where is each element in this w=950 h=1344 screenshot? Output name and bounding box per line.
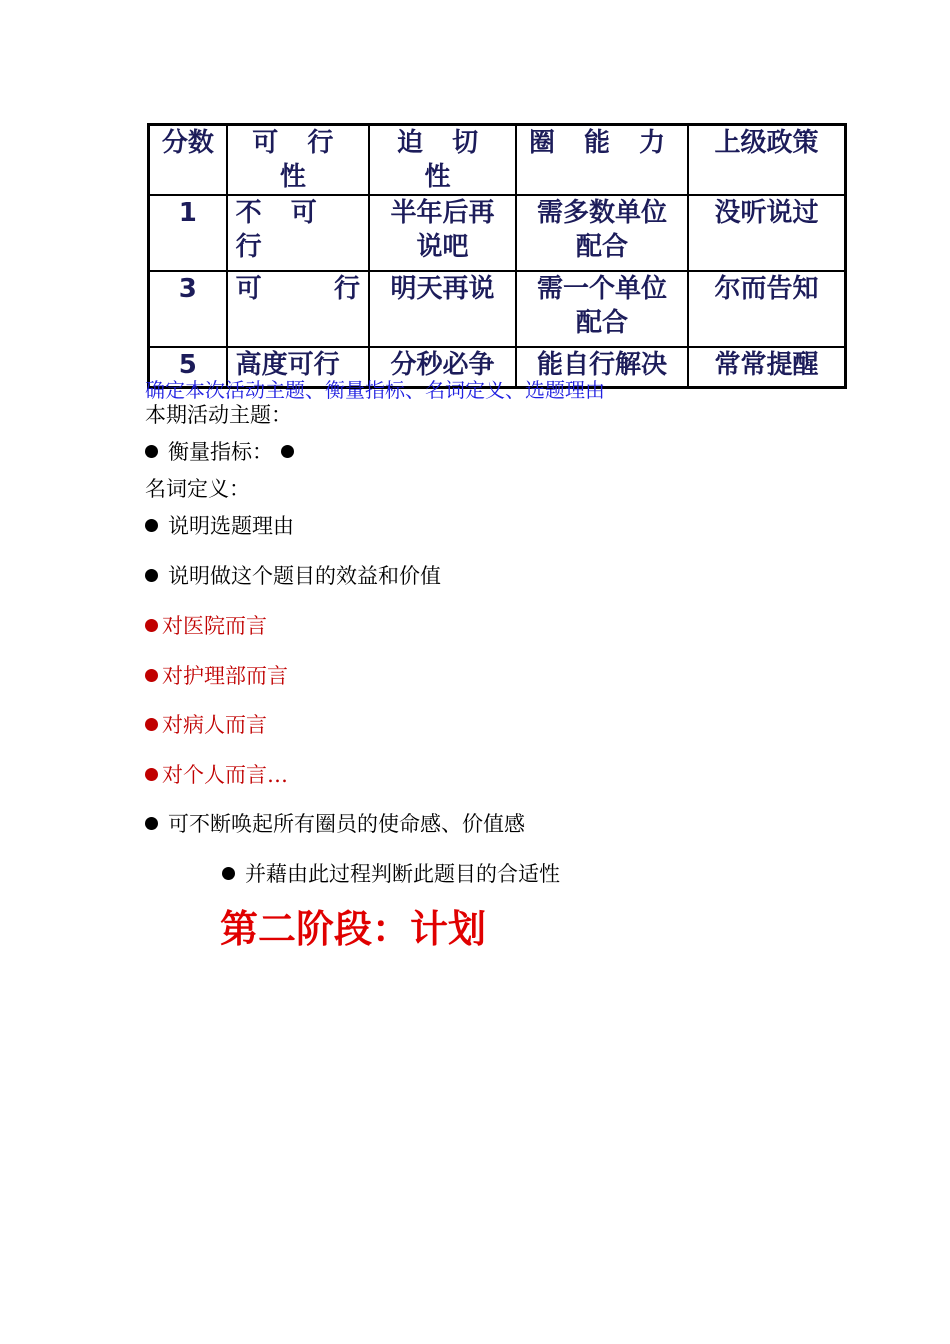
- benefit-line: [145, 560, 441, 590]
- stage-heading: 第二阶段：计划: [220, 906, 487, 951]
- table-row: [149, 271, 846, 347]
- cell-urgency: 明天再说: [369, 271, 516, 347]
- bullet-icon: [145, 569, 158, 582]
- header-urgency: 迫 切 性: [369, 125, 516, 196]
- benefit-text: 说明做这个题目的效益和价值: [168, 564, 441, 588]
- mission-line: [145, 808, 525, 838]
- header-superior-policy: 上级政策: [688, 125, 846, 196]
- patient-text: 对病人而言: [162, 713, 267, 737]
- metric-label: 衡量指标：: [168, 440, 273, 464]
- cell-feasibility: 高度可行: [227, 347, 369, 388]
- header-feasibility: 可 行 性: [227, 125, 369, 196]
- cell-score: 3: [149, 271, 227, 347]
- bullet-icon: [222, 867, 235, 880]
- bullet-icon: [281, 445, 294, 458]
- reason-line: [145, 510, 294, 540]
- reason-text: 说明选题理由: [168, 514, 294, 538]
- cell-circle-ability: 能自行解决: [516, 347, 688, 388]
- bullet-icon: [145, 817, 158, 830]
- suitability-text: 并藉由此过程判断此题目的合适性: [245, 862, 560, 886]
- bullet-icon: [145, 768, 158, 781]
- cell-circle-ability: 需一个单位配合: [516, 271, 688, 347]
- cell-superior-policy: 常常提醒: [688, 347, 846, 388]
- hospital-line: [145, 610, 267, 640]
- table-header-row: [149, 125, 846, 196]
- cell-feasibility: [227, 271, 369, 347]
- nursing-line: [145, 660, 288, 690]
- theme-line: 本期活动主题：: [145, 403, 292, 427]
- mission-text: 可不断唤起所有圈员的使命感、价值感: [168, 812, 525, 836]
- cell-superior-policy: 尔而告知: [688, 271, 846, 347]
- metric-line: [145, 436, 294, 466]
- cell-superior-policy: 没听说过: [688, 195, 846, 271]
- bullet-icon: [145, 619, 158, 632]
- definition-line: 名词定义：: [145, 477, 250, 501]
- table-row: [149, 195, 846, 271]
- bullet-icon: [145, 445, 158, 458]
- personal-line: [145, 759, 288, 789]
- cell-feasibility: 不 可 行: [227, 195, 369, 271]
- nursing-text: 对护理部而言: [162, 664, 288, 688]
- bullet-icon: [145, 718, 158, 731]
- cell-urgency: 分秒必争: [369, 347, 516, 388]
- section-title: 确定本次活动主题、衡量指标、名词定义、选题理由: [145, 378, 605, 402]
- cell-feasibility-part-b: 行: [333, 274, 360, 304]
- cell-score: 5: [149, 347, 227, 388]
- suitability-line: [222, 858, 560, 888]
- patient-line: [145, 709, 267, 739]
- header-circle-ability: 圈 能 力: [516, 125, 688, 196]
- cell-urgency: 半年后再说吧: [369, 195, 516, 271]
- cell-circle-ability: 需多数单位配合: [516, 195, 688, 271]
- cell-score: 1: [149, 195, 227, 271]
- bullet-icon: [145, 669, 158, 682]
- cell-feasibility-part-a: 可: [235, 274, 262, 304]
- bullet-icon: [145, 519, 158, 532]
- hospital-text: 对医院而言: [162, 614, 267, 638]
- header-score: 分数: [149, 125, 227, 196]
- personal-text: 对个人而言…: [162, 763, 288, 787]
- score-table: [147, 123, 847, 389]
